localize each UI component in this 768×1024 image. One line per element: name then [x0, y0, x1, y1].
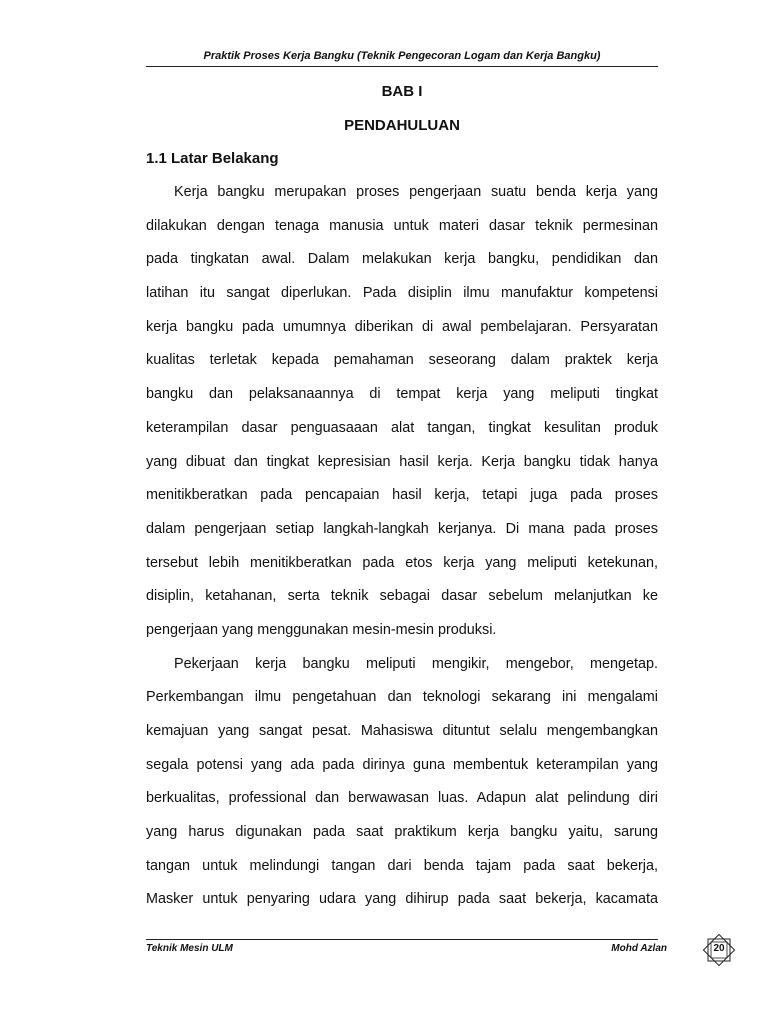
page-number-badge: [700, 934, 738, 966]
paragraph-line: kerja bangku pada umumnya diberikan di awal pembelajaran. Persyaratan: [146, 318, 658, 335]
body-text: [146, 181, 658, 922]
paragraph-line: berkualitas, professional dan berwawasan luas. Adapun alat pelindung diri: [146, 790, 658, 807]
section-heading: 1.1 Latar Belakang: [146, 150, 279, 167]
paragraph-line: dilakukan dengan tenaga manusia untuk materi dasar teknik permesinan: [146, 217, 658, 234]
running-header: Praktik Proses Kerja Bangku (Teknik Pengecoran Logam dan Kerja Bangku): [203, 50, 601, 62]
footer-institution: Teknik Mesin ULM: [146, 943, 233, 954]
page-number: 20: [713, 943, 725, 954]
paragraph-line: yang harus digunakan pada saat praktikum kerja bangku yaitu, sarung: [146, 824, 658, 841]
paragraph-line: kemajuan yang sangat pesat. Mahasiswa dituntut selalu mengembangkan: [146, 723, 658, 739]
chapter-number: BAB I: [381, 83, 423, 100]
paragraph-line: Kerja bangku merupakan proses pengerjaan suatu benda kerja yang: [174, 184, 658, 200]
paragraph-line: disiplin, ketahanan, serta teknik sebagai dasar sebelum melanjutkan ke: [146, 588, 658, 605]
paragraph-line: pada tingkatan awal. Dalam melakukan kerja bangku, pendidikan dan: [146, 251, 658, 268]
paragraph-line: keterampilan dasar penguasaaan alat tangan, tingkat kesulitan produk: [146, 419, 658, 436]
paragraph-line: yang dibuat dan tingkat kepresisian hasil kerja. Kerja bangku tidak hanya: [146, 453, 658, 470]
footer-divider: [146, 939, 658, 940]
paragraph-line: Perkembangan ilmu pengetahuan dan teknologi sekarang ini mengalami: [146, 689, 658, 706]
paragraph-line: latihan itu sangat diperlukan. Pada disiplin ilmu manufaktur kompetensi: [146, 285, 658, 302]
paragraph-line: dalam pengerjaan setiap langkah-langkah kerjanya. Di mana pada proses: [146, 520, 658, 537]
paragraph-line: menitikberatkan pada pencapaian hasil kerja, tetapi juga pada proses: [146, 487, 658, 504]
paragraph-1: [146, 181, 658, 653]
paragraph-line: pengerjaan yang menggunakan mesin-mesin produksi.: [146, 621, 497, 638]
header-divider: [146, 66, 658, 67]
paragraph-line: kualitas terletak kepada pemahaman seseorang dalam praktek kerja: [146, 352, 658, 369]
chapter-title: PENDAHULUAN: [344, 117, 460, 134]
paragraph-line: tangan untuk melindungi tangan dari benda tajam pada saat bekerja,: [146, 857, 658, 874]
paragraph-line: segala potensi yang ada pada dirinya guna membentuk keterampilan yang: [146, 756, 658, 773]
footer-author: Mohd Azlan: [611, 943, 667, 954]
paragraph-line: tersebut lebih menitikberatkan pada etos kerja yang meliputi ketekunan,: [146, 554, 658, 571]
paragraph-line: Pekerjaan kerja bangku meliputi mengikir, mengebor, mengetap.: [174, 655, 658, 672]
paragraph-line: Masker untuk penyaring udara yang dihirup pada saat bekerja, kacamata: [146, 891, 658, 908]
paragraph-2: [146, 653, 658, 923]
paragraph-line: bangku dan pelaksanaannya di tempat kerja yang meliputi tingkat: [146, 386, 658, 403]
